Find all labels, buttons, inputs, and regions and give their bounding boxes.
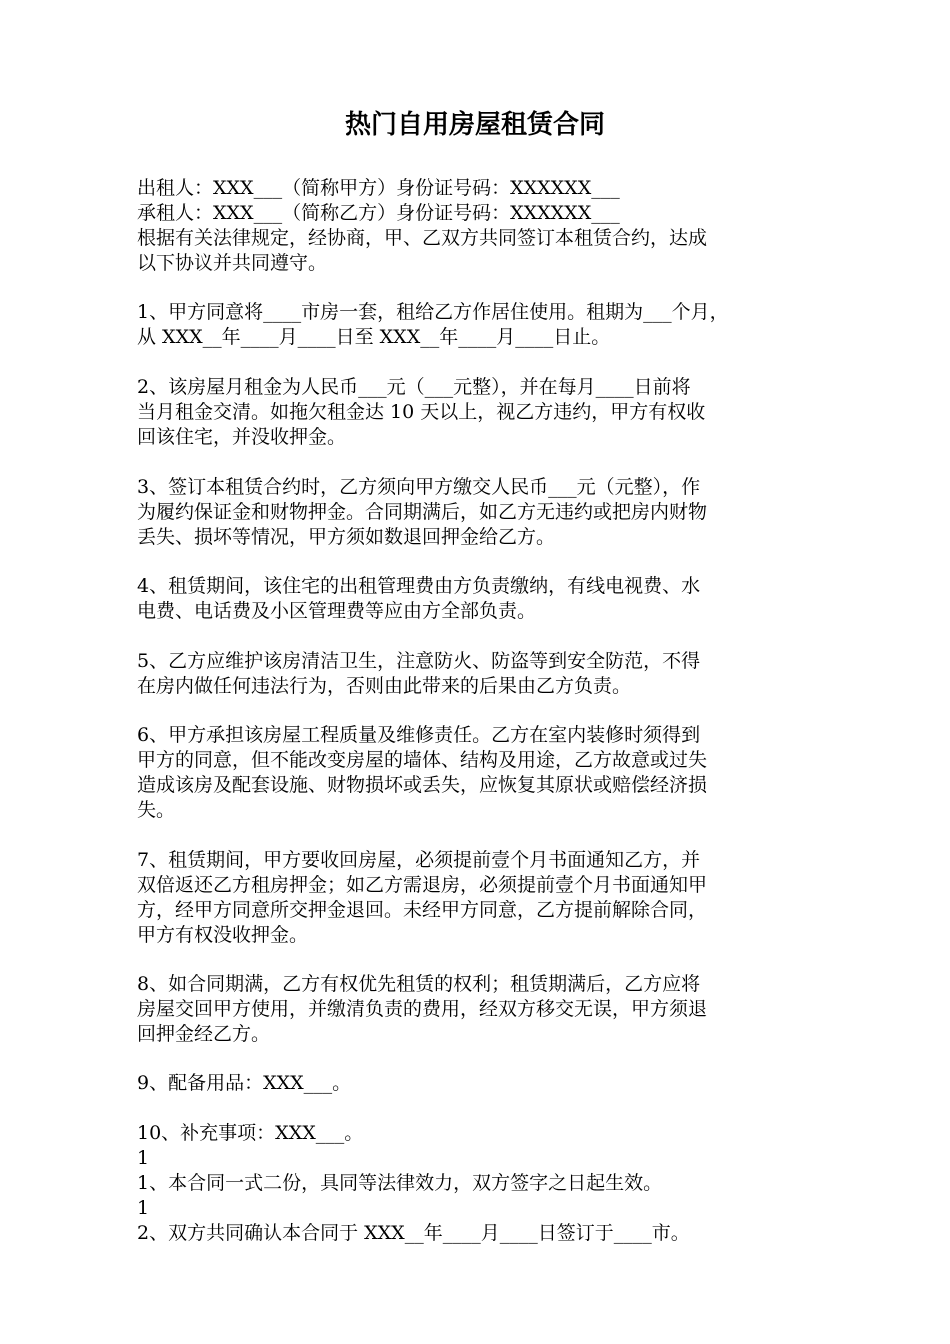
clause-3-line: 3、签订本租赁合约时，乙方须向甲方缴交人民币___元（元整），作: [137, 476, 701, 498]
clause-1-line: 从 XXX__年____月____日至 XXX__年____月____日止。: [137, 326, 611, 348]
page-marker: 1: [137, 1147, 150, 1169]
clause-7-line: 甲方有权没收押金。: [137, 924, 309, 946]
clause-6-line: 造成该房及配套设施、财物损坏或丢失，应恢复其原状或赔偿经济损: [137, 774, 708, 796]
preamble-line: 根据有关法律规定，经协商，甲、乙双方共同签订本租赁合约，达成: [137, 227, 708, 249]
clause-8-line: 回押金经乙方。: [137, 1023, 271, 1045]
preamble-line: 以下协议并共同遵守。: [137, 252, 328, 274]
clause-7-line: 方，经甲方同意所交押金退回。未经甲方同意，乙方提前解除合同，: [137, 899, 708, 921]
document-title: 热门自用房屋租赁合同: [344, 110, 605, 140]
clause-3-line: 丢失、损坏等情况，甲方须如数退回押金给乙方。: [137, 526, 556, 548]
clause-7-line: 7、租赁期间，甲方要收回房屋，必须提前壹个月书面通知乙方，并: [137, 849, 701, 871]
clause-8-line: 8、如合同期满，乙方有权优先租赁的权利；租赁期满后，乙方应将: [137, 973, 701, 995]
page-marker: 1: [137, 1197, 150, 1219]
clause-5-line: 5、乙方应维护该房清洁卫生，注意防火、防盗等到安全防范，不得: [137, 650, 701, 672]
clause-6-line: 失。: [137, 799, 176, 821]
lessor-line: 出租人：XXX___（简称甲方）身份证号码：XXXXXX___: [137, 177, 620, 199]
clause-2-line: 当月租金交清。如拖欠租金达 10 天以上，视乙方违约，甲方有权收: [137, 401, 706, 423]
clause-9-line: 9、配备用品：XXX___。: [137, 1072, 352, 1094]
clause-6-line: 甲方的同意，但不能改变房屋的墙体、结构及用途，乙方故意或过失: [137, 749, 708, 771]
clause-10-line: 10、补充事项：XXX___。: [137, 1122, 364, 1144]
clause-4-line: 电费、电话费及小区管理费等应由方全部负责。: [137, 600, 537, 622]
clause-1-line: 1、甲方同意将____市房一套，租给乙方作居住使用。租期为___个月，: [137, 301, 729, 323]
lessee-line: 承租人：XXX___（简称乙方）身份证号码：XXXXXX___: [137, 202, 620, 224]
clause-6-line: 6、甲方承担该房屋工程质量及维修责任。乙方在室内装修时须得到: [137, 724, 701, 746]
supplement-2-line: 2、双方共同确认本合同于 XXX__年____月____日签订于____市。: [137, 1222, 690, 1244]
clause-3-line: 为履约保证金和财物押金。合同期满后，如乙方无违约或把房内财物: [137, 501, 708, 523]
clause-8-line: 房屋交回甲方使用，并缴清负责的费用，经双方移交无误，甲方须退: [137, 998, 708, 1020]
supplement-1-line: 1、本合同一式二份，具同等法律效力，双方签字之日起生效。: [137, 1172, 663, 1194]
clause-2-line: 回该住宅，并没收押金。: [137, 426, 347, 448]
clause-2-line: 2、该房屋月租金为人民币___元（___元整），并在每月____日前将: [137, 376, 691, 398]
clause-5-line: 在房内做任何违法行为，否则由此带来的后果由乙方负责。: [137, 675, 632, 697]
clause-4-line: 4、租赁期间，该住宅的出租管理费由方负责缴纳，有线电视费、水: [137, 575, 701, 597]
clause-7-line: 双倍返还乙方租房押金；如乙方需退房，必须提前壹个月书面通知甲: [137, 874, 708, 896]
